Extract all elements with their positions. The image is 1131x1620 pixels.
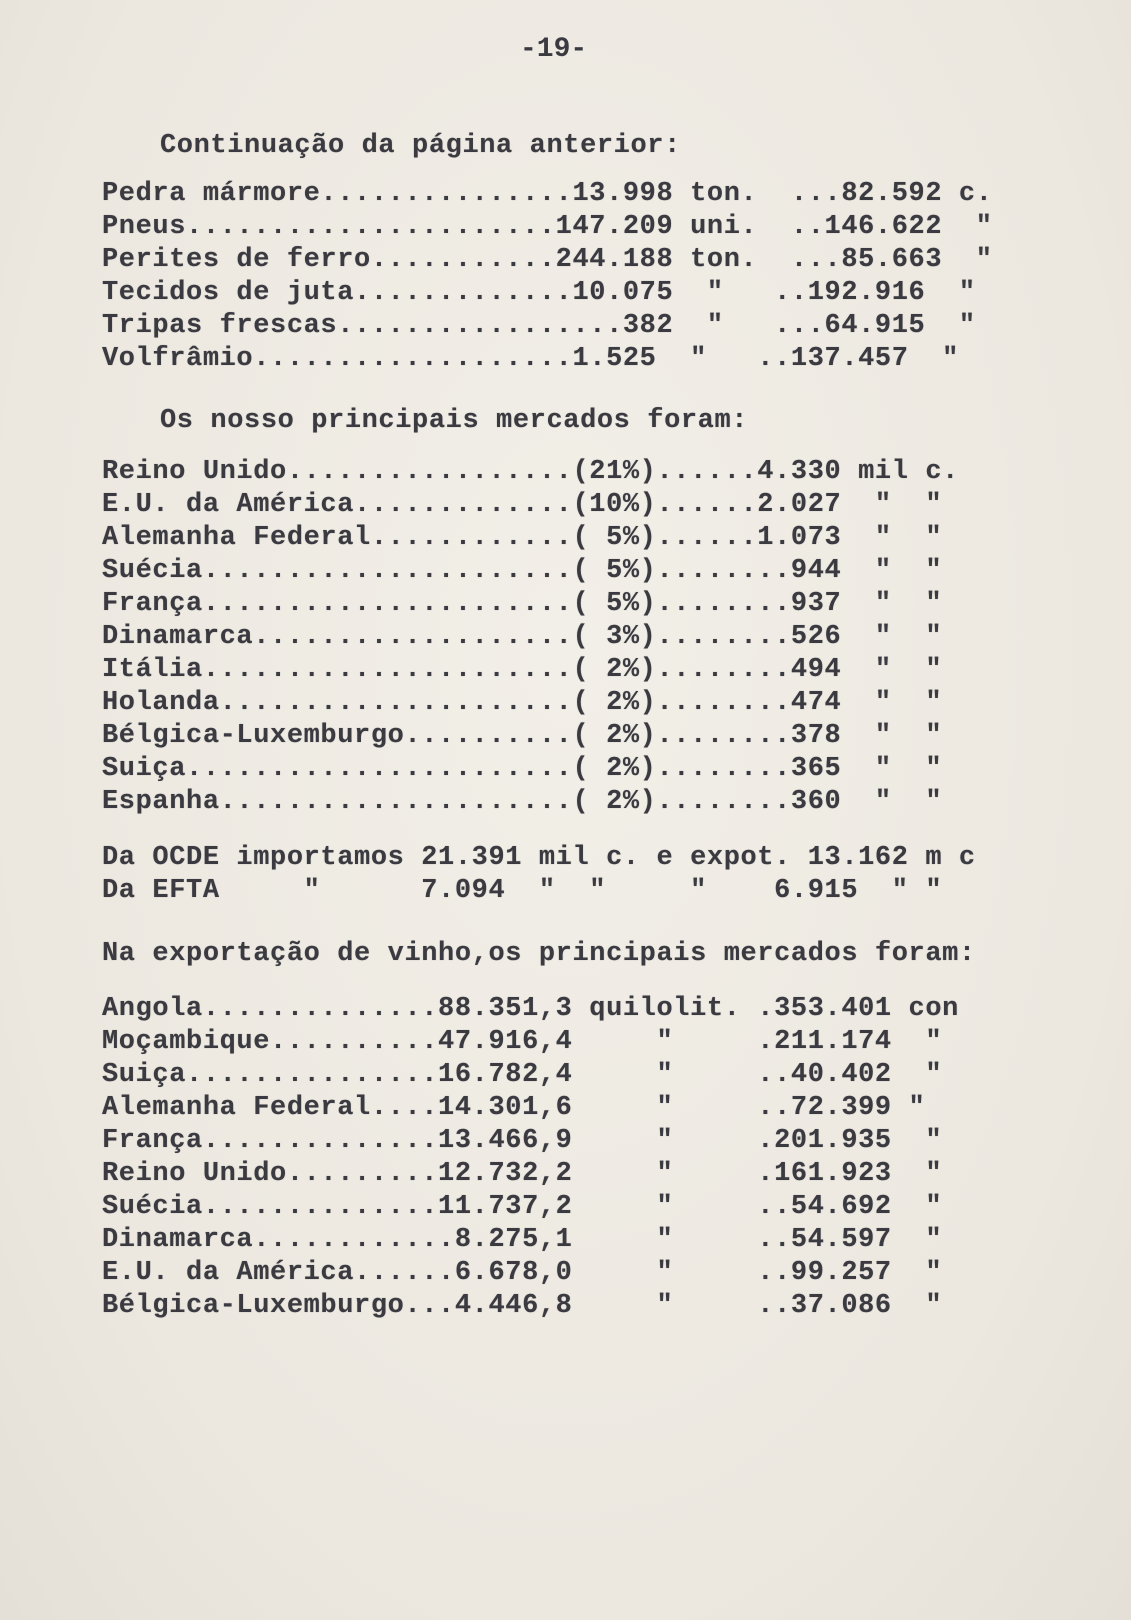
wine-line: Reino Unido.........12.732,2 " .161.923 "	[102, 1159, 943, 1189]
product-line: Pneus......................147.209 uni. ..146.622 "	[102, 212, 993, 242]
wine-heading: Na exportação de vinho,os principais mercados foram:	[102, 939, 976, 969]
wine-line: França..............13.466,9 " .201.935 "	[102, 1126, 943, 1156]
market-line: Itália......................( 2%)........494 " "	[102, 655, 943, 685]
wine-line: Bélgica-Luxemburgo...4.446,8 " ..37.086 "	[102, 1291, 943, 1321]
market-line: França......................( 5%)........937 " "	[102, 589, 943, 619]
market-line: Suécia......................( 5%)........944 " "	[102, 556, 943, 586]
market-line: E.U. da América.............(10%)......2.027 " "	[102, 490, 943, 520]
wine-line: Suiça...............16.782,4 " ..40.402 "	[102, 1060, 943, 1090]
product-line: Volfrâmio...................1.525 " ..137.457 "	[102, 344, 959, 374]
section-heading: Continuação da página anterior:	[160, 131, 681, 161]
wine-line: Alemanha Federal....14.301,6 " ..72.399 "	[102, 1093, 926, 1123]
product-line: Pedra mármore...............13.998 ton. ...82.592 c.	[102, 179, 993, 209]
wine-line: Dinamarca............8.275,1 " ..54.597 "	[102, 1225, 943, 1255]
market-line: Reino Unido.................(21%)......4.330 mil c.	[102, 457, 959, 487]
product-line: Tecidos de juta.............10.075 " ..192.916 "	[102, 278, 976, 308]
bloc-line: Da EFTA " 7.094 " " " 6.915 " "	[102, 876, 943, 906]
market-line: Bélgica-Luxemburgo..........( 2%)........378 " "	[102, 721, 943, 751]
bloc-line: Da OCDE importamos 21.391 mil c. e expot. 13.162 m c	[102, 843, 976, 873]
page-number: -19-	[520, 34, 588, 65]
wine-line: Moçambique..........47.916,4 " .211.174 "	[102, 1027, 943, 1057]
wine-line: Angola..............88.351,3 quilolit. .353.401 con	[102, 994, 959, 1024]
markets-heading: Os nosso principais mercados foram:	[160, 406, 749, 436]
wine-line: Suécia..............11.737,2 " ..54.692 "	[102, 1192, 943, 1222]
product-line: Tripas frescas.................382 " ...64.915 "	[102, 311, 976, 341]
market-line: Alemanha Federal............( 5%)......1.073 " "	[102, 523, 943, 553]
wine-line: E.U. da América......6.678,0 " ..99.257 "	[102, 1258, 943, 1288]
market-line: Dinamarca...................( 3%)........526 " "	[102, 622, 943, 652]
market-line: Suiça.......................( 2%)........365 " "	[102, 754, 943, 784]
market-line: Espanha.....................( 2%)........360 " "	[102, 787, 943, 817]
market-line: Holanda.....................( 2%)........474 " "	[102, 688, 943, 718]
product-line: Perites de ferro...........244.188 ton. ...85.663 "	[102, 245, 993, 275]
